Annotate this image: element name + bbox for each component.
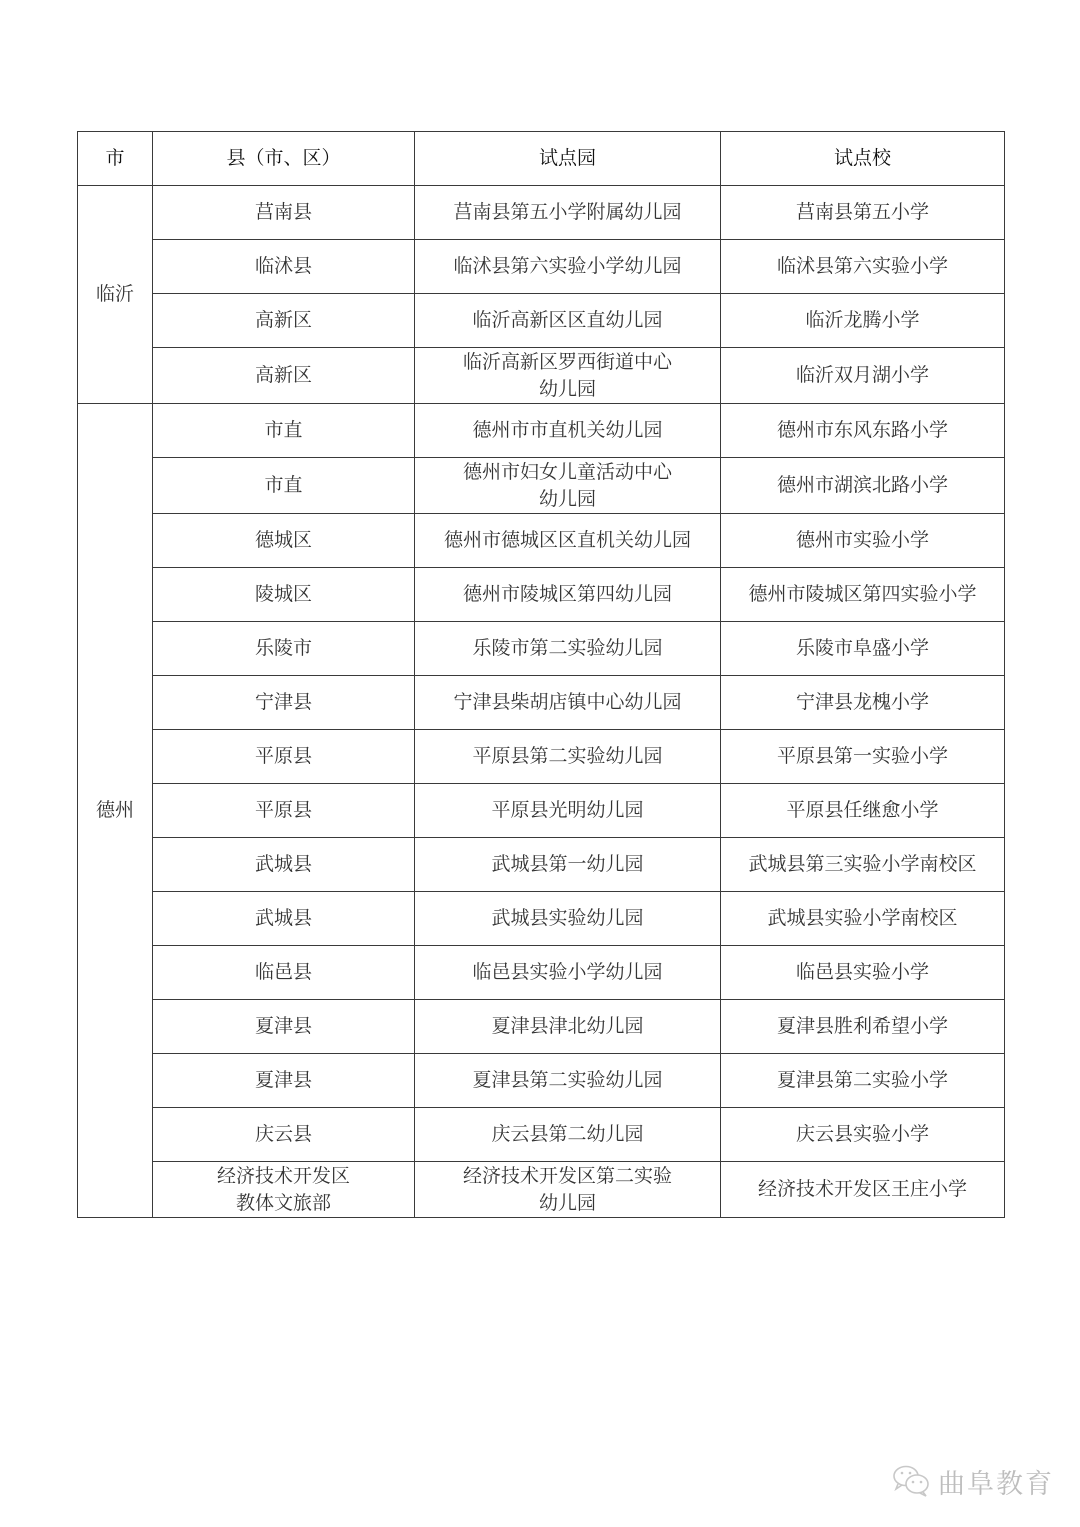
school-cell-line: 夏津县胜利希望小学 (776, 1015, 948, 1037)
county-cell-line: 武城县 (254, 853, 312, 875)
kindergarten-cell-line: 临沭县第六实验小学幼儿园 (453, 255, 682, 277)
kindergarten-cell-line: 临沂高新区区直幼儿园 (472, 309, 663, 331)
header-county: 县（市、区） (153, 132, 415, 186)
kindergarten-cell-line: 平原县光明幼儿园 (491, 799, 644, 821)
table-row (78, 622, 1005, 676)
county-cell-line: 高新区 (254, 364, 312, 386)
kindergarten-cell (415, 784, 721, 838)
county-cell-line: 临沭县 (254, 255, 312, 277)
table-row (78, 404, 1005, 458)
table-row (78, 892, 1005, 946)
school-cell (721, 294, 1005, 348)
table-row (78, 186, 1005, 240)
table-row (78, 348, 1005, 404)
county-cell-line: 经济技术开发区 (216, 1164, 350, 1187)
kindergarten-cell-line: 临沂高新区罗西街道中心 (462, 350, 672, 373)
county-cell (153, 1108, 415, 1162)
kindergarten-cell (415, 348, 721, 404)
table-header-row (78, 132, 1005, 186)
school-cell (721, 892, 1005, 946)
watermark (892, 1460, 1054, 1502)
city-cell: 临沂 (78, 186, 153, 404)
city-cell: 德州 (78, 404, 153, 1218)
county-cell (153, 892, 415, 946)
kindergarten-cell (415, 892, 721, 946)
kindergarten-cell-line: 武城县实验幼儿园 (491, 907, 644, 929)
county-cell (153, 676, 415, 730)
kindergarten-cell-line: 德州市妇女儿童活动中心 (462, 460, 672, 483)
school-cell-line: 临沂龙腾小学 (805, 309, 920, 331)
kindergarten-cell-line: 幼儿园 (538, 377, 596, 400)
kindergarten-cell (415, 622, 721, 676)
county-cell-line: 庆云县 (254, 1123, 312, 1145)
county-cell (153, 1000, 415, 1054)
county-cell (153, 784, 415, 838)
kindergarten-cell-line: 德州市德城区区直机关幼儿园 (443, 529, 691, 551)
school-cell (721, 946, 1005, 1000)
school-cell-line: 宁津县龙槐小学 (795, 691, 929, 713)
watermark-text: 曲阜教育 (938, 1468, 1054, 1500)
county-cell (153, 458, 415, 514)
county-cell (153, 404, 415, 458)
county-cell (153, 240, 415, 294)
table-row (78, 730, 1005, 784)
kindergarten-cell (415, 676, 721, 730)
kindergarten-cell (415, 1000, 721, 1054)
school-cell (721, 240, 1005, 294)
county-cell (153, 1054, 415, 1108)
kindergarten-cell (415, 458, 721, 514)
table-row (78, 1054, 1005, 1108)
county-cell-line: 平原县 (254, 799, 312, 821)
kindergarten-cell (415, 294, 721, 348)
school-cell-line: 经济技术开发区王庄小学 (757, 1178, 967, 1200)
county-cell-line: 平原县 (254, 745, 312, 767)
school-cell-line: 平原县第一实验小学 (776, 745, 948, 767)
school-cell (721, 1054, 1005, 1108)
kindergarten-cell-line: 乐陵市第二实验幼儿园 (472, 637, 663, 659)
kindergarten-cell-line: 夏津县津北幼儿园 (491, 1015, 644, 1037)
county-cell (153, 294, 415, 348)
kindergarten-cell (415, 240, 721, 294)
kindergarten-cell (415, 946, 721, 1000)
school-cell-line: 武城县实验小学南校区 (767, 907, 958, 929)
county-cell (153, 568, 415, 622)
header-pilot-school: 试点校 (721, 132, 1005, 186)
school-cell-line: 庆云县实验小学 (795, 1123, 929, 1145)
school-cell (721, 784, 1005, 838)
kindergarten-cell-line: 德州市市直机关幼儿园 (472, 419, 663, 441)
county-cell-line: 武城县 (254, 907, 312, 929)
school-cell (721, 1000, 1005, 1054)
school-cell (721, 676, 1005, 730)
pilot-schools-table (77, 131, 1005, 1218)
school-cell-line: 德州市实验小学 (795, 529, 929, 551)
wechat-icon (892, 1464, 932, 1498)
header-city: 市 (78, 132, 153, 186)
table-body (78, 186, 1005, 1218)
kindergarten-cell (415, 514, 721, 568)
county-cell-line: 夏津县 (254, 1069, 312, 1091)
county-cell-line: 乐陵市 (254, 637, 312, 659)
kindergarten-cell-line: 莒南县第五小学附属幼儿园 (453, 201, 682, 223)
county-cell-line: 夏津县 (254, 1015, 312, 1037)
table-row (78, 294, 1005, 348)
kindergarten-cell-line: 幼儿园 (538, 1191, 596, 1214)
school-cell-line: 临邑县实验小学 (795, 961, 929, 983)
school-cell (721, 348, 1005, 404)
kindergarten-cell-line: 幼儿园 (538, 487, 596, 510)
table-row (78, 568, 1005, 622)
county-cell (153, 1162, 415, 1218)
kindergarten-cell-line: 宁津县柴胡店镇中心幼儿园 (453, 691, 682, 713)
school-cell (721, 514, 1005, 568)
school-cell-line: 乐陵市阜盛小学 (795, 637, 929, 659)
school-cell-line: 平原县任继愈小学 (786, 799, 939, 821)
kindergarten-cell-line: 临邑县实验小学幼儿园 (472, 961, 663, 983)
school-cell (721, 838, 1005, 892)
kindergarten-cell-line: 武城县第一幼儿园 (491, 853, 644, 875)
kindergarten-cell (415, 1162, 721, 1218)
school-cell (721, 622, 1005, 676)
school-cell-line: 德州市东风东路小学 (776, 419, 948, 441)
school-cell (721, 730, 1005, 784)
school-cell-line: 德州市陵城区第四实验小学 (748, 583, 977, 605)
school-cell-line: 莒南县第五小学 (795, 201, 929, 223)
school-cell (721, 404, 1005, 458)
school-cell (721, 1108, 1005, 1162)
kindergarten-cell (415, 568, 721, 622)
county-cell (153, 348, 415, 404)
table-row (78, 1162, 1005, 1218)
school-cell (721, 458, 1005, 514)
kindergarten-cell-line: 夏津县第二实验幼儿园 (472, 1069, 663, 1091)
county-cell-line: 高新区 (254, 309, 312, 331)
kindergarten-cell (415, 730, 721, 784)
kindergarten-cell (415, 1108, 721, 1162)
kindergarten-cell-line: 德州市陵城区第四幼儿园 (462, 583, 672, 605)
table-row (78, 946, 1005, 1000)
school-cell (721, 568, 1005, 622)
county-cell-line: 市直 (264, 474, 303, 496)
kindergarten-cell (415, 404, 721, 458)
table-row (78, 676, 1005, 730)
county-cell (153, 730, 415, 784)
school-cell-line: 武城县第三实验小学南校区 (748, 853, 977, 875)
county-cell (153, 186, 415, 240)
school-cell-line: 临沭县第六实验小学 (776, 255, 948, 277)
table-row (78, 458, 1005, 514)
county-cell-line: 宁津县 (254, 691, 312, 713)
kindergarten-cell-line: 庆云县第二幼儿园 (491, 1123, 644, 1145)
table-row (78, 1000, 1005, 1054)
school-cell-line: 德州市湖滨北路小学 (776, 474, 948, 496)
county-cell-line: 教体文旅部 (235, 1191, 331, 1214)
county-cell-line: 陵城区 (254, 583, 312, 605)
table-row (78, 240, 1005, 294)
kindergarten-cell (415, 186, 721, 240)
table-row (78, 514, 1005, 568)
county-cell-line: 市直 (264, 419, 303, 441)
school-cell-line: 临沂双月湖小学 (795, 364, 929, 386)
county-cell-line: 临邑县 (254, 961, 312, 983)
kindergarten-cell-line: 经济技术开发区第二实验 (462, 1164, 672, 1187)
table-row (78, 838, 1005, 892)
school-cell (721, 1162, 1005, 1218)
county-cell-line: 德城区 (254, 529, 312, 551)
kindergarten-cell-line: 平原县第二实验幼儿园 (472, 745, 663, 767)
table-row (78, 784, 1005, 838)
county-cell (153, 838, 415, 892)
kindergarten-cell (415, 838, 721, 892)
county-cell-line: 莒南县 (254, 201, 312, 223)
kindergarten-cell (415, 1054, 721, 1108)
county-cell (153, 514, 415, 568)
school-cell (721, 186, 1005, 240)
county-cell (153, 946, 415, 1000)
header-pilot-kindergarten: 试点园 (415, 132, 721, 186)
school-cell-line: 夏津县第二实验小学 (776, 1069, 948, 1091)
county-cell (153, 622, 415, 676)
table-row (78, 1108, 1005, 1162)
